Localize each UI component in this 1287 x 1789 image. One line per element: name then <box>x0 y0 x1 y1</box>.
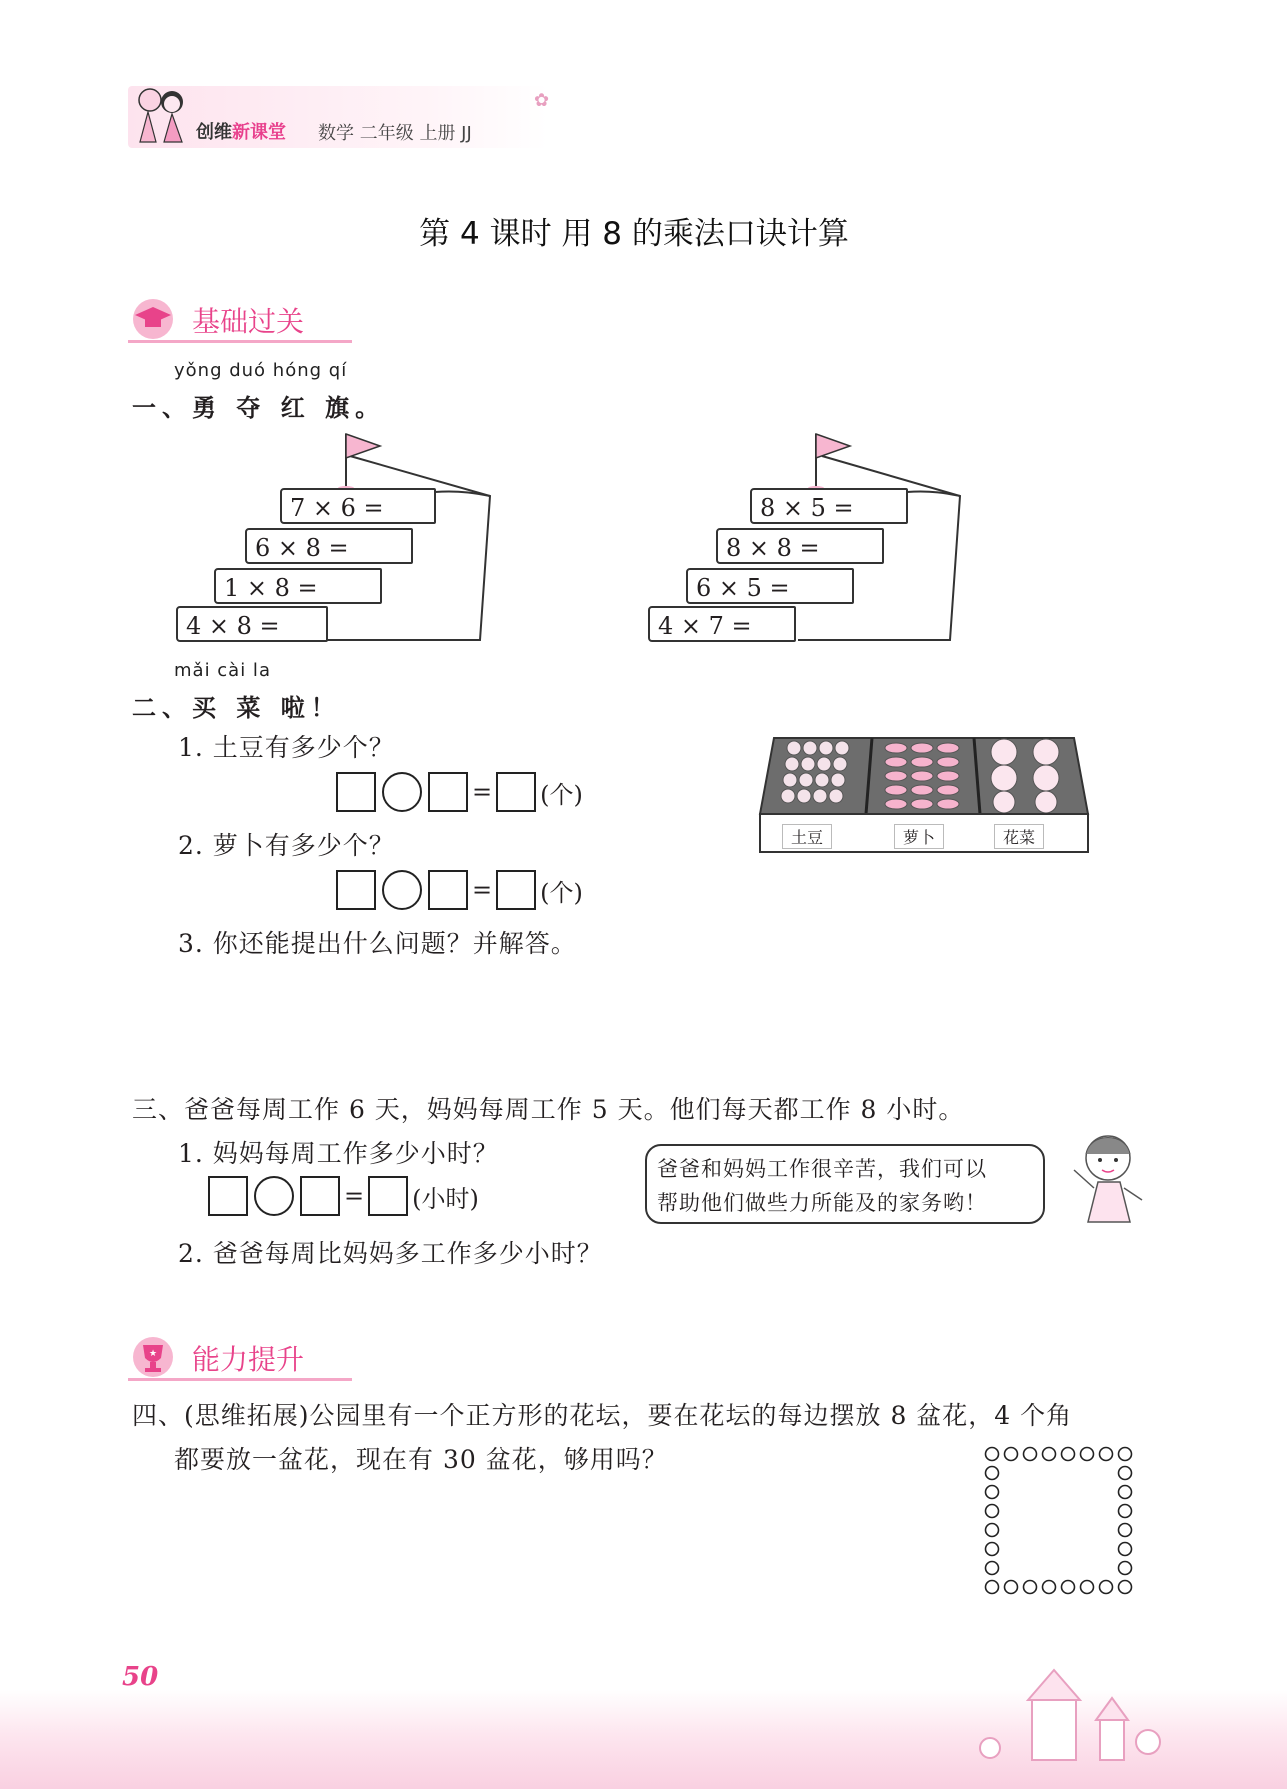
graduation-cap-icon <box>130 298 176 340</box>
operator-circle[interactable] <box>382 870 422 910</box>
flower-pot-square-diagram <box>980 1442 1140 1602</box>
unit-label: (个) <box>540 780 583 809</box>
brand-text-1: 创维 <box>196 122 232 143</box>
stair-step: 6 × 8 = <box>245 528 413 564</box>
q2-heading: 二、买 菜 啦！ <box>132 693 341 722</box>
flag-icon <box>334 430 394 490</box>
flower-pot <box>1043 1581 1056 1594</box>
q2-sub3: 3. 你还能提出什么问题？并解答。 <box>178 929 577 958</box>
stair-step: 4 × 7 = <box>648 606 796 642</box>
flower-pot <box>1005 1448 1018 1461</box>
answer-box[interactable] <box>368 1176 408 1216</box>
section-title-basic: 基础过关 <box>192 305 305 338</box>
q4-line1: 四、(思维拓展)公园里有一个正方形的花坛，要在花坛的每边摆放 8 盆花，4 个角 <box>132 1401 1073 1430</box>
q3-equation <box>208 1176 479 1216</box>
answer-box[interactable] <box>428 870 468 910</box>
q4-line2: 都要放一盆花，现在有 30 盆花，够用吗？ <box>174 1445 668 1474</box>
unit-label: (个) <box>540 878 583 907</box>
tray-label: 土豆 <box>782 824 832 849</box>
flower-pot <box>986 1448 999 1461</box>
answer-box[interactable] <box>496 870 536 910</box>
flower-pot <box>1081 1581 1094 1594</box>
flower-pot <box>1062 1448 1075 1461</box>
tray-label: 萝卜 <box>894 824 944 849</box>
section-title-advanced: 能力提升 <box>192 1343 305 1376</box>
flower-pot <box>986 1581 999 1594</box>
stair-step: 7 × 6 = <box>280 488 436 524</box>
equals-sign: = <box>344 1182 365 1210</box>
q1-pinyin: yǒng duó hóng qí <box>174 360 348 381</box>
flower-pot <box>1081 1448 1094 1461</box>
flower-pot <box>1062 1581 1075 1594</box>
svg-text:★: ★ <box>148 1349 158 1359</box>
brand-text-2: 新课堂 <box>232 122 286 143</box>
girl-illustration <box>1064 1130 1148 1226</box>
stair-step: 6 × 5 = <box>686 568 854 604</box>
flower-pot <box>986 1505 999 1518</box>
answer-box[interactable] <box>208 1176 248 1216</box>
flower-pot <box>986 1467 999 1480</box>
flower-pot <box>1119 1562 1132 1575</box>
flower-pot <box>1119 1486 1132 1499</box>
page-number: 50 <box>122 1662 159 1692</box>
flower-pot <box>1100 1581 1113 1594</box>
header-subtitle: 数学 二年级 上册 JJ <box>318 123 472 144</box>
q2-pinyin: mǎi cài la <box>174 660 271 681</box>
stair-step: 8 × 8 = <box>716 528 884 564</box>
flower-pot <box>1024 1448 1037 1461</box>
header-brand <box>196 118 286 144</box>
flower-pot <box>1005 1581 1018 1594</box>
q2-equation-1 <box>336 772 583 812</box>
unit-label: (小时) <box>412 1184 479 1213</box>
flower-pot <box>986 1524 999 1537</box>
stair-step: 8 × 5 = <box>750 488 908 524</box>
flower-pot <box>986 1486 999 1499</box>
flower-pot <box>1119 1581 1132 1594</box>
bubble-line: 帮助他们做些力所能及的家务哟！ <box>657 1191 987 1215</box>
flag-icon <box>804 430 864 490</box>
q2-sub1: 1. 土豆有多少个？ <box>178 733 395 762</box>
flower-pot <box>1119 1543 1132 1556</box>
q3-sub2: 2. 爸爸每周比妈妈多工作多少小时？ <box>178 1239 603 1268</box>
answer-box[interactable] <box>428 772 468 812</box>
flower-pot <box>1024 1581 1037 1594</box>
q2-sub2: 2. 萝卜有多少个？ <box>178 831 395 860</box>
flower-pot <box>986 1562 999 1575</box>
flower-icon: ✿ <box>534 90 550 111</box>
speech-bubble <box>645 1144 1045 1224</box>
flower-pot <box>1119 1524 1132 1537</box>
flower-pot <box>1119 1467 1132 1480</box>
flower-pot <box>1119 1505 1132 1518</box>
answer-box[interactable] <box>336 772 376 812</box>
answer-box[interactable] <box>336 870 376 910</box>
operator-circle[interactable] <box>254 1176 294 1216</box>
equals-sign: = <box>472 778 493 806</box>
flower-pot <box>1119 1448 1132 1461</box>
q1-heading: 一、勇 夺 红 旗。 <box>132 393 386 422</box>
bubble-line: 爸爸和妈妈工作很辛苦，我们可以 <box>657 1157 987 1181</box>
stair-step: 1 × 8 = <box>214 568 382 604</box>
answer-box[interactable] <box>300 1176 340 1216</box>
flower-pot <box>1100 1448 1113 1461</box>
stair-step: 4 × 8 = <box>176 606 328 642</box>
q2-equation-2 <box>336 870 583 910</box>
flower-pot <box>986 1543 999 1556</box>
operator-circle[interactable] <box>382 772 422 812</box>
flower-pot <box>1043 1448 1056 1461</box>
q3-heading: 三、爸爸每周工作 6 天，妈妈每周工作 5 天。他们每天都工作 8 小时。 <box>132 1095 965 1124</box>
page-title: 第 4 课时 用 8 的乘法口诀计算 <box>419 216 849 252</box>
answer-box[interactable] <box>496 772 536 812</box>
equals-sign: = <box>472 876 493 904</box>
children-illustration <box>128 82 192 152</box>
tray-label: 花菜 <box>994 824 1044 849</box>
castle-illustration <box>960 1650 1200 1770</box>
q3-sub1: 1. 妈妈每周工作多少小时？ <box>178 1139 499 1168</box>
trophy-icon <box>130 1336 176 1378</box>
